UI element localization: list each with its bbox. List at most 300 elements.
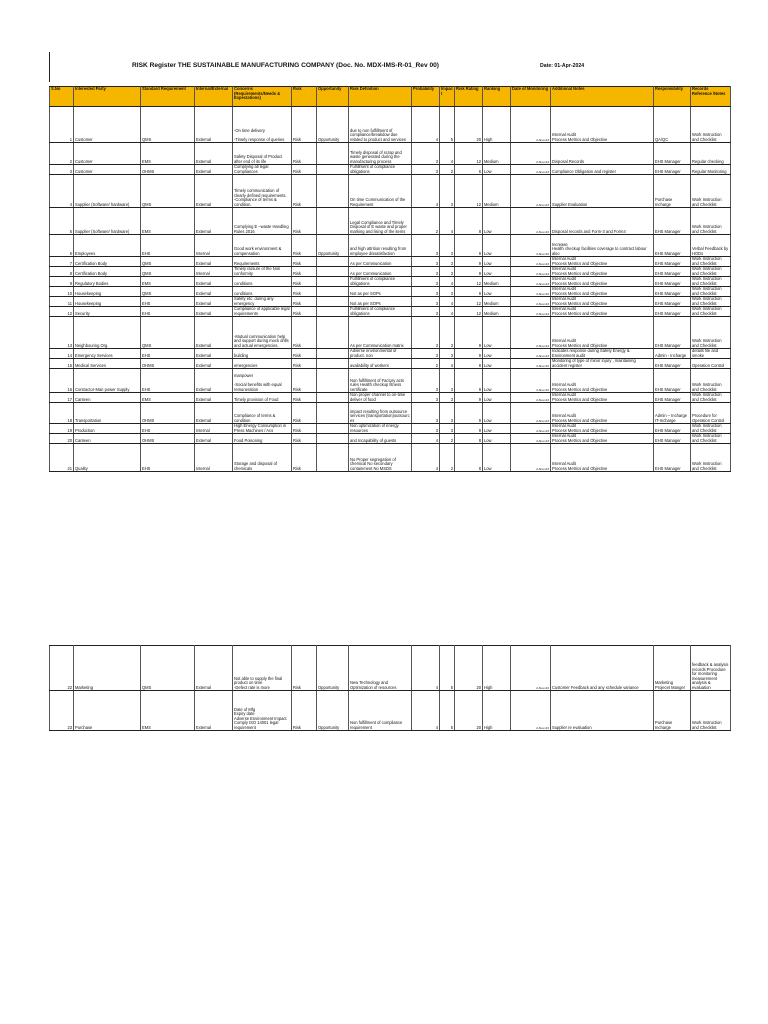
table-cell: 2-Nov-23 [511,143,551,165]
table-cell: 9 [455,393,483,403]
table-cell: EHS Manager [654,235,691,257]
column-header: Records Reference /Notes [691,87,731,107]
table-cell: External [195,287,233,297]
table-cell: Transportation [74,403,141,424]
table-cell: EHS Manager [654,208,691,235]
table-cell: building [233,349,292,359]
table-cell: Risk [292,317,317,349]
table-row [50,165,731,175]
table-cell: External [195,297,233,307]
table-cell [317,175,349,208]
table-cell [317,307,349,317]
table-cell: 3 [440,287,455,297]
table-cell: Internal Audit Process Metrics and Objective [551,107,654,143]
table-cell: Housekeeping [74,287,141,297]
table-cell: 19 [50,424,74,434]
table-cell: EHS Manager [654,317,691,349]
table-cell: OHMS [141,403,195,424]
table-cell: Medium [483,175,511,208]
table-cell: Fulfillment of compliance obligations [349,307,412,317]
table-cell: Low [483,393,511,403]
table-cell: 2-Nov-23 [511,424,551,434]
table-cell: Fulfillment of compliance obligations [349,165,412,175]
table-cell: EHS Manager [654,267,691,277]
table-cell: EHS Manager [654,434,691,444]
table-cell: manpower -Social benefits with equal remuneration [233,369,292,393]
column-header: S.No [50,87,74,107]
table-cell: 4 [412,175,440,208]
table-cell: 3 [50,165,74,175]
table-cell: 8 [455,359,483,369]
table-cell: EHS Manager [654,307,691,317]
table-cell: External [195,646,233,691]
table-cell: Risk [292,175,317,208]
table-cell: Purchase [74,691,141,731]
table-cell: Certification Body [74,267,141,277]
table-cell: EHS Manager [654,165,691,175]
table-cell: 2 [412,208,440,235]
table-cell: EHS [141,307,195,317]
table-cell: 3 [412,424,440,434]
column-header: Internal/External [195,87,233,107]
table-cell: 2-Nov-23 [511,297,551,307]
table-cell: Timely closure of the Non conformity [233,267,292,277]
table-cell: Compliance of applicable legal requirements [234,306,290,316]
table-cell: Storage and disposal of chemicals [233,444,292,472]
table-cell: Work Instruction and Checklist [691,317,731,349]
table-cell: 18 [50,403,74,424]
table-cell: Production [74,424,141,434]
table-cell: 12 [50,307,74,317]
table-cell: Monitoring of type of minor injury , maintaining accident register [551,359,654,369]
table-cell: Risk [292,165,317,175]
table-cell: 3 [412,369,440,393]
table-cell: 3 [412,403,440,424]
table-cell: OHMS [141,434,195,444]
table-cell: 4 [440,143,455,165]
table-cell: Medium [483,143,511,165]
table-cell: -Mutual communication help and support during mock drills and actual emergencies. [233,317,292,349]
table-row [50,175,731,208]
left-margin-line [49,52,50,82]
table-cell: Risk [292,287,317,297]
table-cell: Purchase Incharge [654,175,691,208]
table-cell: 3 [440,369,455,393]
table-cell: Internal Audit Process Metrics and Objective [551,424,654,434]
table-cell: 14 [50,349,74,359]
table-cell [317,143,349,165]
table-cell: Non fulfillment of compliance requirement [349,691,412,731]
table-cell: Canteen [74,434,141,444]
table-cell: Adverse environmental of product. non [349,349,412,359]
table-cell: Opportunity [317,235,349,257]
table-cell: 2-Nov-23 [511,277,551,287]
table-cell [317,267,349,277]
document-date: Date: 01-Apr-2024 [540,63,585,69]
table-cell: Medical Services [74,359,141,369]
table-cell: 2-Nov-23 [511,434,551,444]
table-cell: Work Instruction and Checklist [691,691,731,731]
table-row [50,267,731,277]
table-cell: External [195,393,233,403]
table-row [50,235,731,257]
table-cell: 2-Nov-23 [511,403,551,424]
table-cell: availability of workers [349,359,412,369]
table-cell: Low [483,369,511,393]
table-cell: Complying all legal Compliances [233,165,292,175]
table-cell: 8 [50,267,74,277]
table-cell: Work Instruction and Checklist [691,208,731,235]
table-cell: Supplier re evaluation [551,691,654,731]
table-cell: QMS [141,107,195,143]
table-cell: Canteen [74,393,141,403]
table-cell: 5 [440,646,455,691]
table-cell: Work Instruction and Checklist [691,287,731,297]
table-cell: Low [483,444,511,472]
table-row [50,444,731,472]
table-cell: Complying E –waste Handling Rules 2016 [233,208,292,235]
table-cell: EHS [141,349,195,359]
table-cell: 3 [412,393,440,403]
table-cell: 3 [412,143,440,165]
table-cell: Emergency Services [74,349,141,359]
table-cell: Compliance of terms & condition [233,403,292,424]
table-cell: 8 [455,208,483,235]
table-cell: EHS Manager [654,444,691,472]
table-cell: Internal Audit Process Metrics and Objective [551,287,654,297]
table-row [50,349,731,359]
table-cell: details file and smoke [691,349,731,359]
table-cell: 9 [455,287,483,297]
table-cell: Regular checking [691,143,731,165]
table-cell: 2-Nov-23 [511,267,551,277]
table-cell: Opportunity [317,107,349,143]
table-cell: 2-Nov-23 [511,208,551,235]
table-row [50,317,731,349]
table-cell: External [195,434,233,444]
table-cell: Risk [292,267,317,277]
table-cell: Internal Audit Process Metrics and Objective [551,297,654,307]
table-cell: 9 [455,369,483,393]
table-cell: 7 [50,257,74,267]
table-cell: High Energy Consumption in Press Machines / Acs [233,424,292,434]
table-cell: Work Instruction and Checklist [691,369,731,393]
table-cell: Marketing Projecet Manger [654,646,691,691]
table-cell: Neighbouring Org. [74,317,141,349]
table-cell: Opportunity [317,646,349,691]
table-cell: EHS Manager [654,359,691,369]
table-cell: 8 [455,434,483,444]
table-cell: Internal Audit Process Metrics and Objective [551,434,654,444]
table-cell: Risk [292,359,317,369]
table-cell: QMS [141,257,195,267]
table-cell: 12 [455,175,483,208]
table-cell: 9 [50,277,74,287]
table-cell: 3 [440,403,455,424]
table-cell: External [195,107,233,143]
table-cell: Low [483,165,511,175]
table-cell: 2 [440,434,455,444]
table-cell: Work Instruction and Checklist [691,175,731,208]
table-cell: Admin – Incharge IT-Incharge [654,403,691,424]
table-cell: 2-Nov-23 [511,646,551,691]
table-cell: QMS [141,646,195,691]
table-cell: 4 [440,208,455,235]
table-cell: Risk [292,691,317,731]
table-cell: QA/QC [654,107,691,143]
table-cell: Housekeeping [74,297,141,307]
table-cell: EHS Manager [654,257,691,267]
table-cell: 9 [455,403,483,424]
table-row [50,208,731,235]
table-cell: 4 [440,297,455,307]
table-cell: External [195,359,233,369]
column-header: Concerns (Requirements/Needs & Expectations) [233,87,292,107]
table-cell: Not able to supply the final product on time -Defect rate is more [233,646,292,691]
table-cell: 2-Nov-23 [511,349,551,359]
table-cell: No Proper segregation of chemical No secondary containment No MSDS [349,444,412,472]
table-cell [317,257,349,267]
table-cell [317,277,349,287]
table-cell: 3 [412,267,440,277]
table-cell: Work Instruction and Checklist [691,277,731,287]
table-cell: 1 [50,107,74,143]
table-cell: 2 [440,444,455,472]
column-header: Interested Party [74,87,141,107]
table-cell: 13 [50,317,74,349]
table-cell [317,297,349,307]
table-cell: Internal [195,424,233,434]
table-cell: 10 [50,287,74,297]
table-row [50,393,731,403]
table-cell: 4 [50,175,74,208]
table-cell: 4 [440,359,455,369]
table-cell: 2-Nov-23 [511,107,551,143]
table-cell: 2-Nov-23 [511,235,551,257]
table-cell: Risk [292,393,317,403]
table-cell: Risk [292,434,317,444]
table-cell: As per Communication [349,267,412,277]
table-cell: 2-Nov-23 [511,317,551,349]
table-cell: Internal Audit Process Metrics and Objective [551,257,654,267]
table-cell: and Incapability of guests [349,434,412,444]
table-cell: 3 [440,393,455,403]
column-header: Standard Requirement [141,87,195,107]
table-cell: -On time delivery -Timely response of queries [233,107,292,143]
table-cell: 4 [412,434,440,444]
table-cell: 6 [50,235,74,257]
table-row [50,369,731,393]
table-cell: Requirements [233,257,292,267]
table-cell: Fulfillment of compliance obligations [349,277,412,287]
table-cell: EMS [141,691,195,731]
table-cell: Work Instruction and Checklist [691,434,731,444]
table-cell: Quality [74,444,141,472]
table-cell: QMS [141,267,195,277]
table-cell: EHS Manager [654,369,691,393]
table-cell: 2 [412,359,440,369]
table-row [50,297,731,307]
table-cell: Employees [74,235,141,257]
table-cell: EMS [141,208,195,235]
table-cell: 4 [412,646,440,691]
table-cell: 12 [455,307,483,317]
table-cell: Compliance Obligation and register [551,165,654,175]
table-cell: Risk [292,143,317,165]
page-title: RISK Register THE SUSTAINABLE MANUFACTURING COMPANY (Doc. No. MDX-IMS-R-01_Rev 00) [132,62,440,69]
table-cell: Low [483,424,511,434]
table-cell: 4 [440,307,455,317]
table-cell: 2 [50,143,74,165]
table-cell: 8 [455,444,483,472]
column-header: Ranking [483,87,511,107]
table-cell: 3 [440,424,455,434]
table-cell: Risk [292,297,317,307]
table-cell [317,424,349,434]
table-cell: Internal Audit Process Metrics and Objective [551,277,654,287]
column-header: Risk [292,87,317,107]
table-cell: 2-Nov-23 [511,307,551,317]
table-cell: 12 [455,143,483,165]
table-cell: 4 [412,444,440,472]
table-cell: Work Instruction and Checklist [691,267,731,277]
table-cell: 17 [50,393,74,403]
table-cell: 3 [412,257,440,267]
table-row [50,359,731,369]
table-cell: External [195,277,233,287]
table-cell: Contractor-Man power Supply [74,369,141,393]
table-cell: 2 [440,165,455,175]
table-cell: feedback & analysis records Procedure for monitoring measurement analysis & evaluation [691,646,731,691]
table-cell: Internal Audit Process Metrics and Objective [551,369,654,393]
table-cell: 2-Nov-23 [511,393,551,403]
column-header: Risk Rating [455,87,483,107]
table-cell: 9 [455,424,483,434]
table-cell: Medium [483,307,511,317]
table-cell: Work Instruction and Checklist [691,393,731,403]
table-cell: Risk [292,257,317,267]
table-cell: 3 [412,349,440,359]
table-cell [317,165,349,175]
table-cell: Not as per SOPs [349,297,412,307]
table-cell: 11 [50,297,74,307]
table-cell: Low [483,349,511,359]
table-cell: Low [483,208,511,235]
table-cell [317,434,349,444]
table-cell: External [195,257,233,267]
table-cell [317,208,349,235]
table-cell: Non proper channel to on-time deliver of food [349,393,412,403]
table-cell: External [195,691,233,731]
table-cell: Purchase Incharge [654,691,691,731]
table-cell: 20 [455,646,483,691]
table-cell: Supplier Evaluation [551,175,654,208]
table-cell: Disposal records and Form-3 and Form4 [551,208,654,235]
table-cell: Verbal Feedback by HODs [691,235,731,257]
table-cell: 3 [440,235,455,257]
table-cell: Customer Feedback and any schedule variance [551,646,654,691]
table-cell: Low [483,287,511,297]
table-cell: Legal Compliance and Timely Disposal of E waste and proper marking and lising of the items [349,208,412,235]
table-cell: 3 [412,307,440,317]
table-cell: Low [483,434,511,444]
table-cell: 6 [455,165,483,175]
table-cell: Internal [195,235,233,257]
table-cell: QMS [141,175,195,208]
table-cell: Risk [292,277,317,287]
table-cell: External [195,143,233,165]
table-cell [317,349,349,359]
table-cell: Disposal Records [551,143,654,165]
table-cell: Low [483,235,511,257]
table-cell: 9 [455,317,483,349]
table-cell: Internal Audit Process Metrics and Objective [551,267,654,277]
table-cell: Risk [292,403,317,424]
table-cell: External [195,317,233,349]
table-cell: Risk [292,369,317,393]
table-cell: Work Instruction and Checklist [691,307,731,317]
table-cell: impact resulting from outsource services (transportation)outsourc es [349,403,412,424]
table-cell: Security [74,307,141,317]
table-cell: Marketing [74,646,141,691]
table-cell: High [483,646,511,691]
table-cell: 12 [455,277,483,287]
table-cell: EHS [141,444,195,472]
table-cell: 3 [440,267,455,277]
table-cell: 3 [440,257,455,267]
column-header: Date of Monitoring [511,87,551,107]
table-cell: emergencies [233,359,292,369]
table-row [50,403,731,424]
table-cell: Internal [195,267,233,277]
table-cell: External [195,369,233,393]
table-cell: EMS [141,277,195,287]
table-cell: 2-Nov-23 [511,444,551,472]
table-cell: conditions [233,277,292,287]
table-row [50,143,731,165]
table-cell: Work Instruction and Checklist [691,444,731,472]
table-cell: due to non fulfillment of compliance/breakdow due related to product and services [349,107,412,143]
table-cell: EMS [141,393,195,403]
table-cell: 3 [440,349,455,359]
table-cell: OHMS [141,165,195,175]
table-cell: 16 [50,369,74,393]
table-cell: QMS [141,287,195,297]
table-cell: Low [483,267,511,277]
table-cell: Risk [292,444,317,472]
column-header: Opportunity [317,87,349,107]
table-cell [317,444,349,472]
table-cell: Internal Audit Process Metrics and Objective [551,403,654,424]
table-cell: As per Communication [349,257,412,267]
table-cell: On time Communication of the Requirement [349,175,412,208]
table-cell: Risk [292,349,317,359]
risk-register-table [49,86,731,472]
table-row [50,307,731,317]
table-cell: Work Instruction and Checklist [691,424,731,434]
table-cell: External [195,307,233,317]
table-cell: Risk [292,307,317,317]
table-cell: 9 [455,257,483,267]
table-cell: 3 [412,277,440,287]
table-cell: Work Instruction and Checklist [691,257,731,267]
table-cell: High [483,107,511,143]
table-cell: Not as per SOPs [349,287,412,297]
table-cell: 3 [412,317,440,349]
table-cell: Non fulfillment of Factory acts rules Health checkup fitness certificate [349,369,412,393]
table-cell: Customer [74,107,141,143]
table-cell: High [483,691,511,731]
